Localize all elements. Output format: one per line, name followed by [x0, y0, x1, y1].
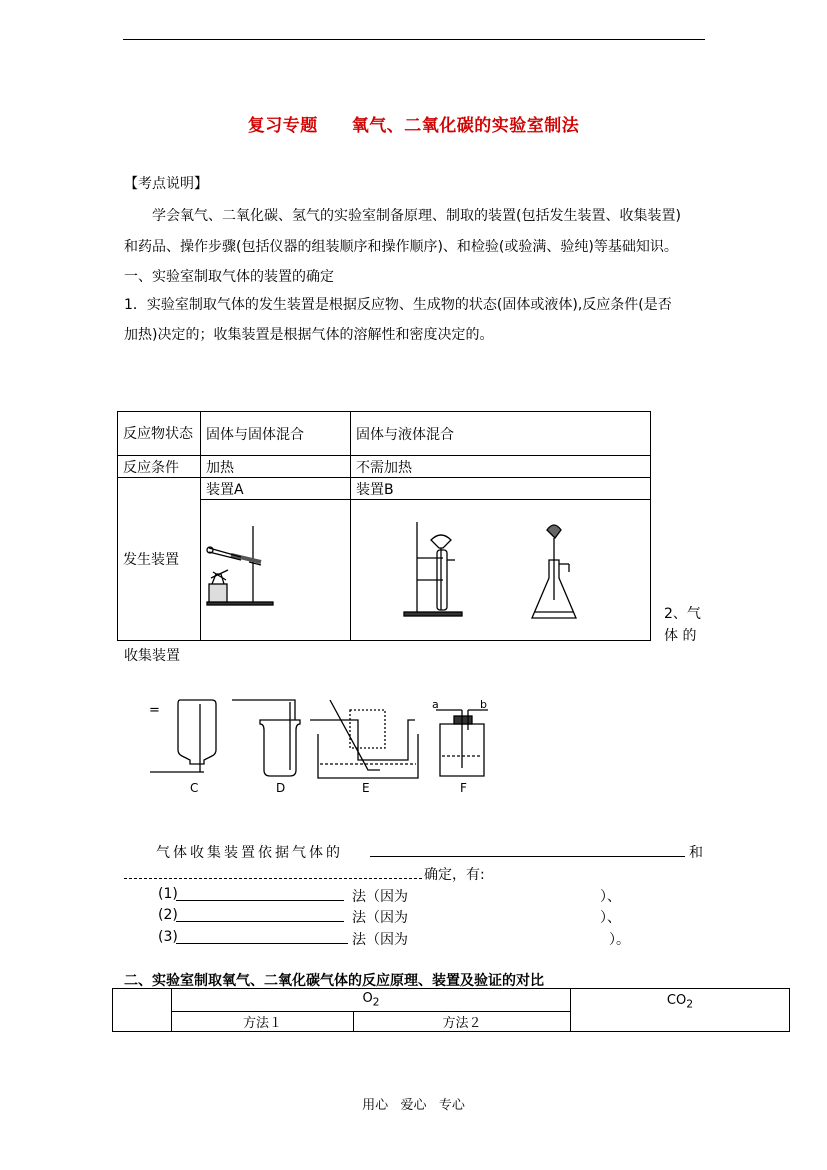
footer-a: 用心	[362, 1098, 389, 1113]
blank-field-1[interactable]	[370, 842, 685, 857]
co2-subscript: 2	[686, 997, 694, 1011]
row-label: 发生装置	[123, 552, 179, 568]
fill-item-num: (1)	[158, 886, 178, 902]
fill-item-fa: 法（因为	[352, 910, 408, 926]
section2-heading: 二、实验室制取氧气、二氧化碳气体的反应原理、装置及验证的对比	[124, 973, 544, 989]
side-note-line1: 2、气	[664, 606, 701, 622]
section1-heading: 一、实验室制取气体的装置的确定	[124, 269, 334, 285]
fill-intro-start: 气体收集装置依据气体的	[156, 845, 343, 861]
fill-item-fa: 法（因为	[352, 889, 408, 905]
intro-line2: 和药品、操作步骤(包括仪器的组装顺序和操作顺序)、和检验(或验满、验纯)等基础知识。	[124, 239, 678, 255]
c-mark: =	[149, 703, 160, 718]
apparatus-a-cell	[201, 500, 351, 641]
table-cell: 加热	[201, 456, 351, 478]
table-row	[118, 456, 651, 478]
fill-item-num: (3)	[158, 929, 178, 945]
table-cell-label: 反应条件	[118, 456, 201, 478]
fill-item-num: (2)	[158, 907, 178, 923]
table-row	[113, 989, 790, 1012]
table-cell-label	[118, 478, 201, 641]
kaodian-heading: 【考点说明】	[124, 176, 208, 192]
apparatus-a-figure	[201, 500, 350, 636]
intro-line1: 学会氧气、二氧化碳、氢气的实验室制备原理、制取的装置(包括发生装置、收集装置)	[152, 208, 681, 224]
table-corner-cell	[113, 989, 172, 1032]
comparison-table	[112, 988, 790, 1032]
table-cell: 不需加热	[351, 456, 651, 478]
blank-field-item1[interactable]	[176, 886, 344, 901]
title-part1: 复习专题	[247, 116, 318, 136]
blank-field-item3[interactable]	[176, 929, 348, 944]
o2-symbol: O	[362, 991, 373, 1007]
label-f: F	[460, 781, 467, 795]
section1-p1-line2: 加热)决定的；收集装置是根据气体的溶解性和密度决定的。	[124, 327, 494, 343]
apparatus-b-cell	[351, 500, 651, 641]
table-cell-label: 反应物状态	[118, 412, 201, 456]
footer-c: 专心	[438, 1098, 465, 1113]
page-title	[0, 111, 827, 136]
footer-b: 爱心	[400, 1098, 427, 1113]
fill-item-close: ）。	[609, 932, 630, 948]
blank-field-2[interactable]	[124, 864, 422, 879]
title-part2: 氧气、二氧化碳的实验室制法	[351, 116, 580, 136]
co2-header	[571, 989, 790, 1032]
port-a-label: a	[432, 698, 439, 711]
page-footer	[0, 1094, 827, 1113]
collection-apparatus-figure	[140, 690, 500, 800]
table-cell: 固体与固体混合	[201, 412, 351, 456]
fill-intro	[156, 842, 343, 862]
fill-item-fa: 法（因为	[352, 932, 408, 948]
table-row	[118, 478, 651, 500]
o2-header	[172, 989, 571, 1012]
generation-apparatus-table	[117, 411, 651, 641]
label-c: C	[190, 781, 199, 795]
method1-header: 方法１	[172, 1012, 354, 1032]
method2-header: 方法２	[354, 1012, 571, 1032]
fill-intro-he: 和	[689, 845, 703, 861]
o2-subscript: 2	[372, 995, 380, 1009]
label-e: E	[362, 781, 370, 795]
fill-item-close: ）、	[600, 889, 621, 905]
label-d: D	[276, 781, 286, 795]
table-row	[118, 412, 651, 456]
apparatus-b-figure	[351, 500, 650, 636]
table-cell: 固体与液体混合	[351, 412, 651, 456]
co2-symbol: CO	[666, 993, 687, 1008]
port-b-label: b	[480, 698, 487, 711]
fill-item-close: ）、	[600, 910, 621, 926]
table-cell: 装置A	[201, 478, 351, 500]
header-rule	[123, 39, 705, 40]
side-note-line2: 体 的	[664, 628, 697, 644]
fill-intro-end: 确定，有:	[424, 867, 485, 883]
section1-p1-line1: 1．实验室制取气体的发生装置是根据反应物、生成物的状态(固体或液体),反应条件(是否	[124, 297, 672, 313]
blank-field-item2[interactable]	[176, 907, 344, 922]
table-cell: 装置B	[351, 478, 651, 500]
collect-label: 收集装置	[124, 648, 180, 664]
